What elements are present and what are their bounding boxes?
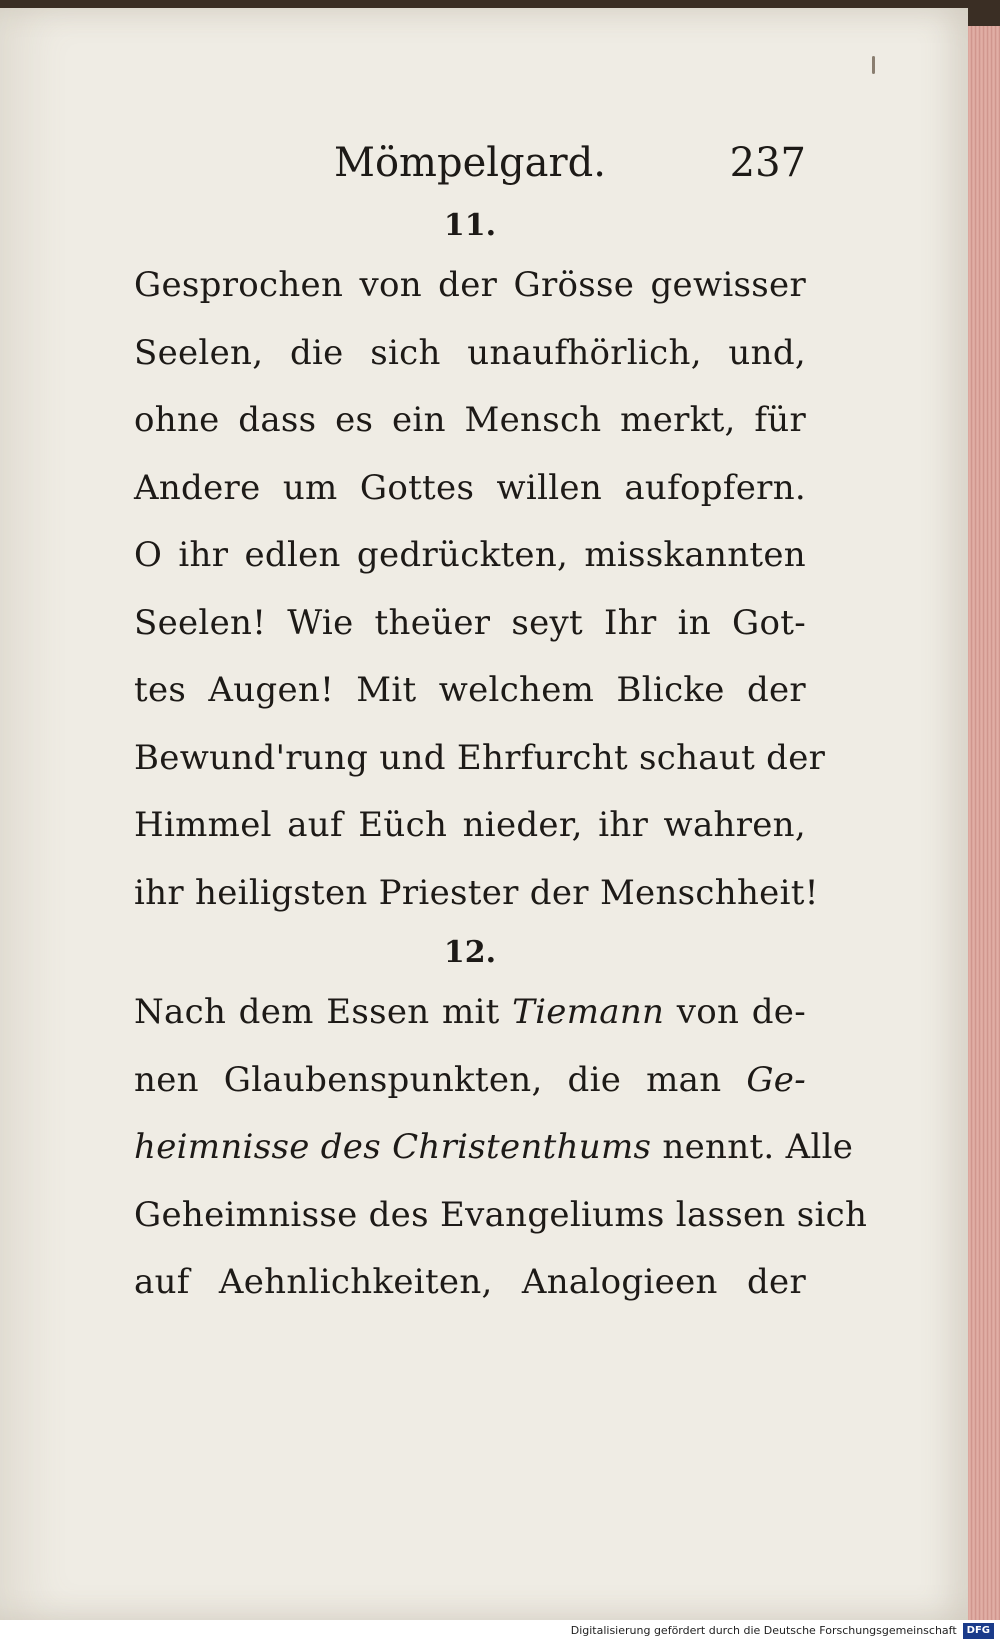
section-number-12: 12.	[443, 935, 497, 970]
text-line: auf Aehnlichkeiten, Analogieen der	[134, 1262, 806, 1302]
text-run: nen Glaubenspunkten, die man	[134, 1059, 747, 1100]
text-line: Seelen, die sich unaufhörlich, und,	[134, 332, 806, 373]
section-number-11: 11.	[443, 208, 497, 243]
text-line	[134, 1047, 806, 1115]
italic-term: heimnisse des Christenthums	[134, 1127, 652, 1167]
text-run: von de-	[664, 992, 807, 1032]
running-title: Mömpelgard.	[334, 140, 606, 186]
text-line: tes Augen! Mit welchem Blicke der	[134, 670, 806, 710]
italic-name: Tiemann	[512, 992, 665, 1032]
dfg-logo: DFG	[963, 1623, 994, 1639]
text-line: O ihr edlen gedrückten, misskannten	[134, 535, 806, 575]
page-text	[134, 140, 868, 1317]
text-line: Himmel auf Eüch nieder, ihr wahren,	[134, 805, 806, 845]
text-line: ohne dass es ein Mensch merkt, für	[134, 400, 806, 440]
italic-term: Ge-	[746, 1059, 806, 1100]
running-head	[134, 140, 806, 200]
text-line	[134, 1114, 854, 1182]
text-line: Gesprochen von der Grösse gewisser	[134, 265, 806, 305]
text-line: ihr heiligsten Priester der Menschheit!	[134, 872, 819, 913]
text-line	[134, 979, 806, 1047]
text-run: nennt. Alle	[651, 1127, 854, 1167]
text-line: Bewund'rung und Ehrfurcht schaut der	[134, 737, 826, 778]
paragraph-12	[134, 979, 868, 1317]
text-line: Geheimnisse des Evangeliums lassen sich	[134, 1194, 868, 1235]
paragraph-11	[134, 252, 826, 927]
digitization-footer	[0, 1620, 1000, 1641]
page-number: 237	[729, 140, 806, 186]
text-line: Andere um Gottes willen aufopfern.	[134, 467, 806, 508]
page-edge-stack	[968, 26, 1000, 1620]
paper-speck	[872, 56, 875, 74]
text-run: Nach dem Essen mit	[134, 992, 513, 1032]
footer-credit: Digitalisierung gefördert durch die Deutsche Forschungsgemeinschaft	[570, 1624, 957, 1637]
text-line: Seelen! Wie theüer seyt Ihr in Got-	[134, 602, 806, 643]
